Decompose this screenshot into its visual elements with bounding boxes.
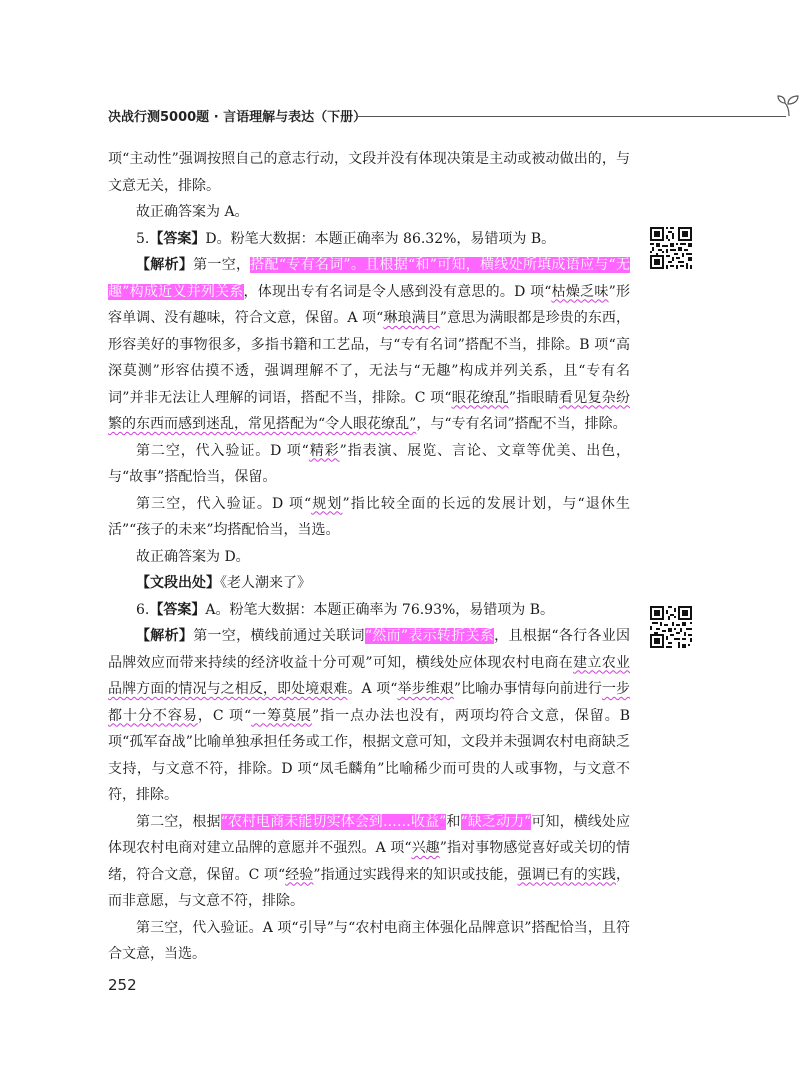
highlight: 搭配“专有名词”。且根据“和”可知，横线处所填成语应与“无趣”构成近义并列关系	[108, 257, 631, 300]
wavy-underline: 规划	[311, 495, 343, 512]
header-rule	[356, 116, 786, 117]
highlight: “然而”表示转折关系	[364, 628, 495, 644]
paragraph: 第二空，代入验证。D 项“精彩”指表演、展览、言论、文章等优美、出色，与“故事”搭配恰当，保留。	[108, 442, 631, 485]
wavy-underline: 琳琅满目	[383, 310, 440, 326]
wavy-underline: 精彩	[308, 442, 340, 459]
paragraph: 第二空，根据“农村电商未能切实体会到……收益”和“缺乏动力”可知，横线处应体现农村电商对建立品牌的意愿并不强烈。A 项“兴趣”指对事物感觉喜好或关切的情绪，符合文意，保留。C 项“经验”指通过实践得来的知识或技能，强调已有的实践，而非意愿，与文意不符，排除。	[108, 813, 630, 909]
question-6-analysis: 【解析】第一空，横线前通过关联词“然而”表示转折关系，且根据“各行各业因品牌效应而带来持续的经济收益十分可观”可知，横线处应体现农村电商在建立农业品牌方面的情况与之相反，即处境艰难。A 项“举步维艰”比喻办事情每向前进行一步都十分不容易，C 项“一筹莫展”指一点办法也没有，两项均符合文意，保留。B 项“孤军奋战”比喻单独承担任务或工作，根据文意可知，文段并未强调农村电商缺乏支持，与文意不符，排除。D 项“凤毛麟角”比喻稀少而可贵的人或事物，与文意不符，排除。	[108, 628, 631, 803]
wavy-underline: 兴趣	[411, 840, 440, 856]
qr-code-icon[interactable]	[650, 606, 692, 648]
paragraph: 故正确答案为 D。	[136, 548, 250, 565]
paragraph: 故正确答案为 A。	[136, 204, 249, 220]
wavy-underline: 举步维艰	[397, 681, 454, 697]
wavy-underline: 建立农业品牌方面的情况与之相反，即处境艰难	[108, 654, 631, 697]
question-5-answer: 5.【答案】D。粉笔大数据：本题正确率为 86.32%，易错项为 B。	[136, 230, 556, 247]
paragraph: 第三空，代入验证。D 项“规划”指比较全面的长远的发展计划，与“退休生活”“孩子的未来”均搭配恰当，当选。	[108, 495, 630, 538]
page-body	[108, 146, 630, 968]
wavy-underline: 强调已有的实践	[517, 866, 616, 883]
question-5-analysis: 【解析】第一空，搭配“专有名词”。且根据“和”可知，横线处所填成语应与“无趣”构成近义并列关系，体现出专有名词是令人感到没有意思的。D 项“枯燥乏味”形容单调、没有趣味，符合文意，保留。A 项“琳琅满目”意思为满眼都是珍贵的东西，形容美好的事物很多，多指书籍和工艺品，与“专有名词”搭配不当，排除。B 项“高深莫测”形容估摸不透，强调理解不了，无法与“无趣”构成并列关系，且“专有名词”并非无法让人理解的词语，搭配不当，排除。C 项“眼花缭乱”指眼睛看见复杂纷繁的东西而感到迷乱，常见搭配为“令人眼花缭乱”，与“专有名词”搭配不当，排除。	[108, 257, 631, 432]
page-header	[108, 104, 708, 134]
wavy-underline: 眼花缭乱	[451, 389, 509, 406]
wavy-underline: 经验	[285, 866, 314, 883]
sprout-icon	[776, 92, 800, 118]
paragraph: 项“主动性”强调按照自己的意志行动，文段并没有体现决策是主动或被动做出的，与文意无关，排除。	[108, 151, 630, 194]
wavy-underline: 看见复杂纷繁的东西而感到迷乱，常见搭配为“令人眼花缭乱”	[108, 389, 630, 432]
qr-code-icon[interactable]	[650, 227, 692, 269]
source-line: 【文段出处】《老人潮来了》	[136, 575, 311, 591]
page-number: 252	[108, 976, 137, 994]
wavy-underline: 一筹莫展	[251, 707, 313, 724]
highlight: “农村电商未能切实体会到……收益”	[220, 813, 447, 830]
paragraph: 第三空，代入验证。A 项“引导”与“农村电商主体强化品牌意识”搭配恰当，且符合文意，当选。	[108, 919, 630, 962]
highlight: “缺乏动力”	[460, 813, 532, 830]
wavy-underline: 枯燥乏味	[551, 283, 609, 300]
wavy-underline: 一步都十分不容易	[108, 681, 631, 724]
question-6-answer: 6.【答案】A。粉笔大数据：本题正确率为 76.93%，易错项为 B。	[136, 601, 555, 618]
book-title: 决战行测5000题 · 言语理解与表达（下册）	[108, 110, 367, 125]
